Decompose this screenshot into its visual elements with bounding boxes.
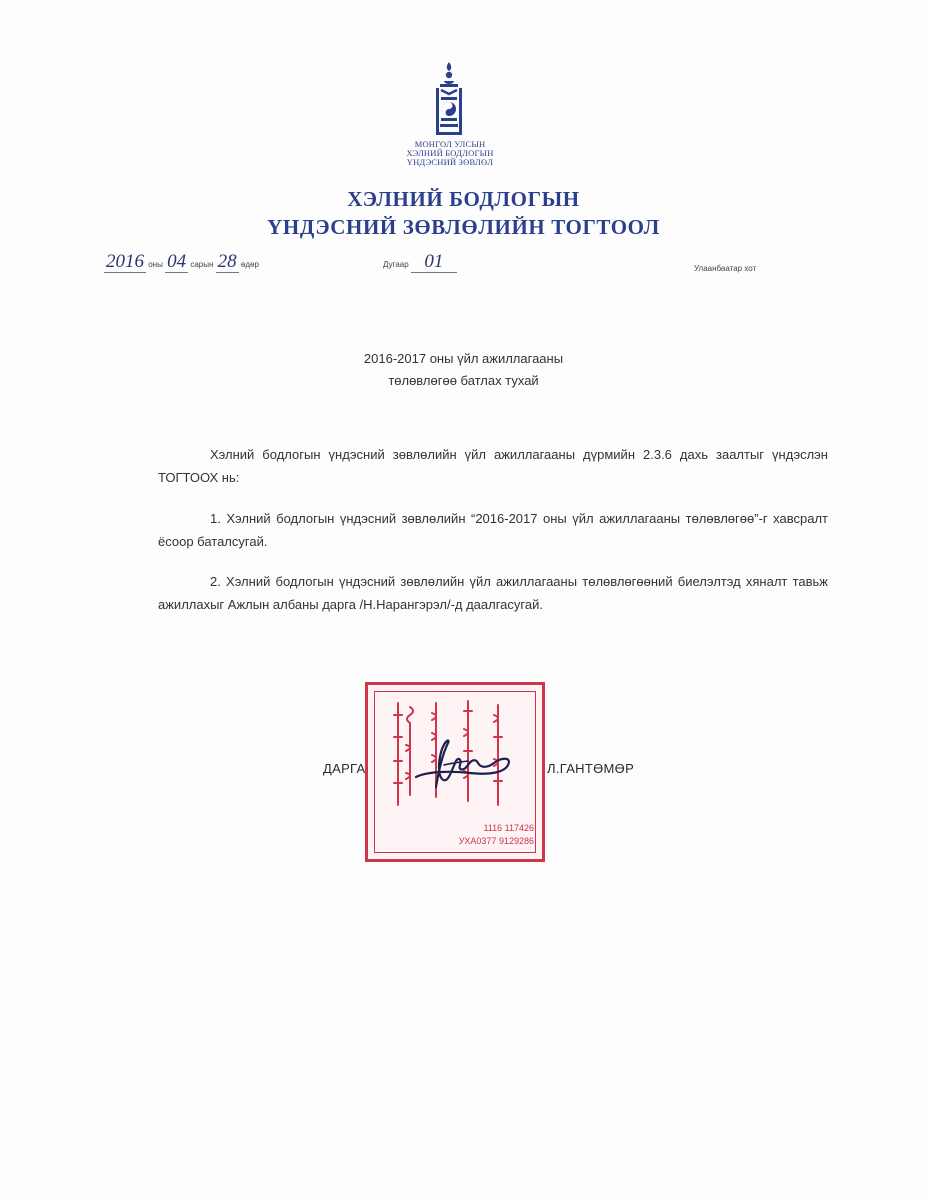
emblem-caption-line: ҮНДЭСНИЙ ЗӨВЛӨЛ <box>406 157 494 167</box>
document-city: Улаанбаатар хот <box>694 264 757 273</box>
emblem-caption-line: ХЭЛНИЙ БОДЛОГЫН <box>406 148 494 158</box>
soyombo-emblem-icon <box>434 60 464 136</box>
date-month: 04 <box>167 251 187 272</box>
date-month-label: сарын <box>190 260 214 269</box>
date-day: 28 <box>217 251 237 272</box>
date-day-label: өдөр <box>240 260 259 269</box>
body-paragraph-item2: 2. Хэлний бодлогын үндэсний зөвлөлийн үйл ажиллагааны төлөвлөгөөний биелэлтэд хяналт тавьж ажиллахыг Ажлын албаны дарга /Н.Нарангэрэл/-д даалгасугай. <box>158 574 828 612</box>
emblem-caption-line: МОНГОЛ УЛСЫН <box>414 139 486 149</box>
body-paragraph-intro: Хэлний бодлогын үндэсний зөвлөлийн үйл ажиллагааны дүрмийн 2.3.6 дахь заалтыг үндэслэн ТОГТООХ нь: <box>158 447 828 485</box>
stamp-code-line1: 1116 117426 <box>483 823 534 833</box>
date-year: 2016 <box>106 251 144 272</box>
subject-line1: 2016-2017 оны үйл ажиллагааны <box>363 351 564 366</box>
signatory-title: ДАРГА <box>323 761 366 776</box>
document-subject <box>0 348 927 392</box>
document-title-line1: ХЭЛНИЙ БОДЛОГЫН <box>347 187 580 211</box>
emblem-caption <box>380 140 520 167</box>
document-number-row <box>383 252 457 273</box>
date-row <box>104 252 259 273</box>
stamp-code-line2: УХА0377 9129286 <box>458 836 534 846</box>
document-number-label: Дугаар <box>383 260 409 269</box>
subject-line2: төлөвлөгөө батлах тухай <box>388 373 539 388</box>
handwritten-signature <box>408 735 528 795</box>
document-number: 01 <box>411 252 457 273</box>
document-title-line2: ҮНДЭСНИЙ ЗӨВЛӨЛИЙН ТОГТООЛ <box>267 215 660 239</box>
date-year-label: оны <box>148 260 163 269</box>
signatory-name: Л.ГАНТӨМӨР <box>547 761 635 776</box>
body-paragraph-item1: 1. Хэлний бодлогын үндэсний зөвлөлийн “2016-2017 оны үйл ажиллагааны төлөвлөгөө”-г хавсралт ёсоор баталсугай. <box>158 511 828 549</box>
